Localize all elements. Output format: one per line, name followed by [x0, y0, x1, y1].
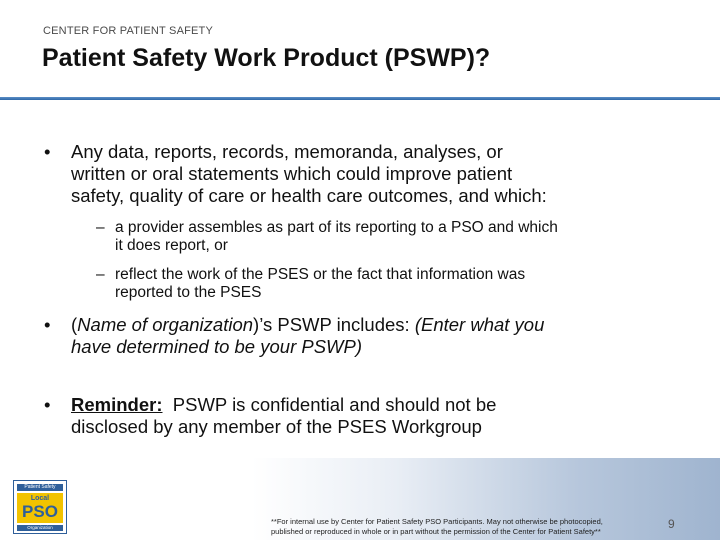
bullet-line: safety, quality of care or health care outcomes, and which:	[71, 185, 547, 206]
page-number: 9	[668, 517, 675, 531]
bullet-reminder	[44, 394, 496, 438]
dash-icon: –	[96, 266, 105, 283]
sub-bullet-line: a provider assembles as part of its reporting to a PSO and which	[115, 219, 558, 236]
header-label: CENTER FOR PATIENT SAFETY	[43, 25, 214, 37]
enter-pswp-instruction-cont: have determined to be your PSWP)	[71, 336, 363, 357]
notice-line: published or reproduced in whole or in part without the permission of the Center for Patient Safety**	[271, 527, 601, 536]
bullet-line	[71, 336, 544, 358]
enter-pswp-instruction: (Enter what you	[414, 314, 545, 335]
bullet-line	[71, 314, 544, 336]
notice-line: **For internal use by Center for Patient Safety PSO Participants. May not otherwise be photocopied,	[271, 517, 603, 526]
logo-local-text: Local	[30, 495, 50, 502]
bullet-line: Any data, reports, records, memoranda, analyses, or	[71, 141, 503, 162]
title-divider	[0, 97, 720, 100]
open-paren: (	[71, 314, 78, 335]
bullet-icon: •	[44, 141, 51, 162]
bullet-line	[71, 394, 496, 416]
reminder-label: Reminder:	[71, 394, 163, 415]
bullet-icon: •	[44, 314, 51, 335]
bullet-icon: •	[44, 394, 51, 415]
logo-top-text: Patient Safety	[17, 484, 63, 491]
organization-name-placeholder: Name of organization	[77, 314, 254, 335]
bullet-organization-pswp	[44, 314, 544, 358]
sub-bullet-line: it does report, or	[115, 237, 228, 254]
confidentiality-notice	[271, 517, 661, 537]
bullet-text: PSWP is confidential and should not be	[162, 394, 497, 415]
bullet-text: )’s PSWP includes:	[253, 314, 415, 335]
pso-logo	[13, 480, 67, 534]
page-title: Patient Safety Work Product (PSWP)?	[42, 44, 491, 72]
sub-bullet-pses	[96, 266, 525, 302]
sub-bullet-line: reflect the work of the PSES or the fact that information was	[115, 266, 526, 283]
logo-bottom-text: Organization	[17, 525, 63, 531]
logo-pso-text: PSO	[22, 502, 58, 521]
sub-bullet-provider	[96, 219, 558, 255]
logo-emblem	[17, 493, 63, 523]
sub-bullet-line: reported to the PSES	[115, 284, 262, 301]
bullet-line: disclosed by any member of the PSES Workgroup	[71, 416, 482, 437]
bullet-pswp-definition	[44, 141, 547, 207]
dash-icon: –	[96, 219, 105, 236]
bullet-line: written or oral statements which could improve patient	[71, 163, 513, 184]
